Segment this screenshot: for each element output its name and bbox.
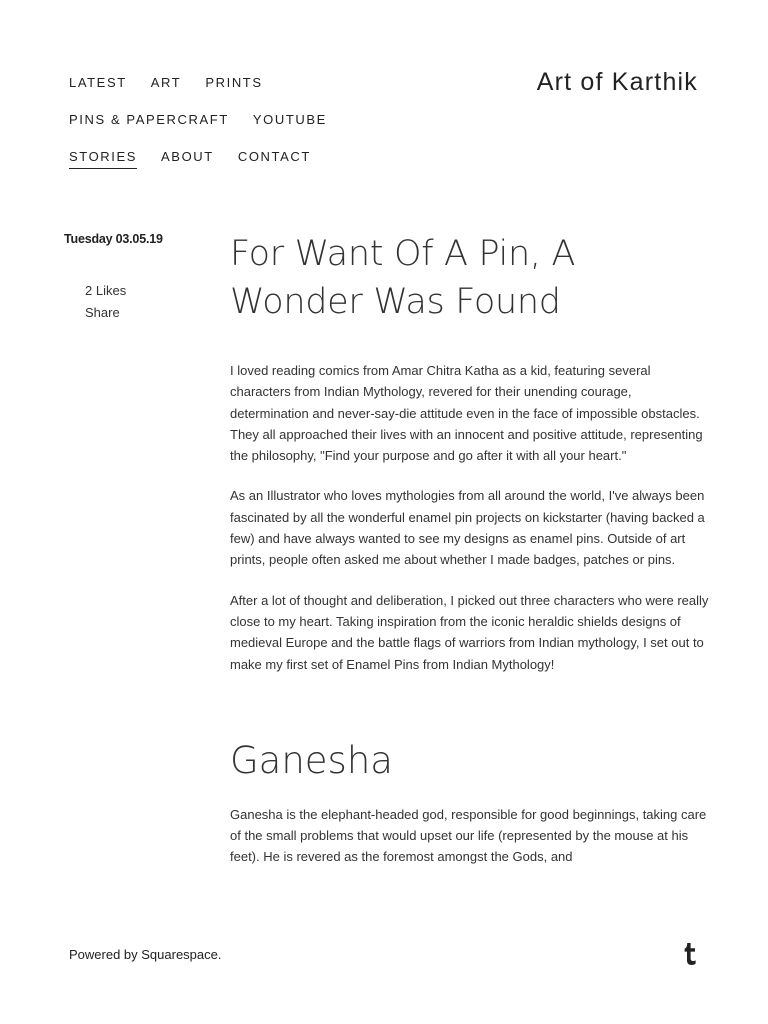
post-actions — [64, 280, 214, 323]
nav-link-youtube[interactable]: YOUTUBE — [252, 112, 327, 127]
post-title: For Want Of A Pin, A Wonder Was Found — [230, 234, 576, 322]
post-date: Tuesday 03.05.19 — [64, 232, 163, 246]
post-meta — [64, 232, 214, 323]
tumblr-icon[interactable] — [682, 943, 698, 965]
article-paragraph: After a lot of thought and deliberation, I picked out three characters who were really close to my heart. Taking inspiration from the iconic heraldic shields designs of medieval Europe and the battle flags of warriors from Indian mythology, I set out to make my first set of Enamel Pins from Indian Mythology! — [230, 592, 709, 672]
article — [230, 230, 710, 868]
section-heading: Ganesha — [230, 738, 393, 782]
nav-link-art[interactable]: ART — [150, 75, 182, 90]
nav-link-stories[interactable]: STORIES — [69, 146, 137, 169]
nav-link-pins-papercraft[interactable]: PINS & PAPERCRAFT — [69, 112, 229, 127]
nav-row — [69, 72, 449, 109]
site-title[interactable]: Art of Karthik — [536, 68, 698, 96]
powered-by-link[interactable]: Powered by Squarespace. — [69, 947, 222, 962]
nav-link-about[interactable]: ABOUT — [161, 149, 214, 164]
footer — [0, 925, 768, 1024]
likes-link[interactable]: 2 Likes — [85, 283, 127, 298]
main-nav — [69, 72, 449, 183]
article-paragraph: I loved reading comics from Amar Chitra Katha as a kid, featuring several characters from Indian Mythology, revered for their unending courage, determination and never-say-die attitude even in the face of impossible obstacles. They all approached their lives with an innocent and positive attitude, representing the philosophy, "Find your purpose and go after it with all your heart." — [230, 363, 703, 464]
nav-link-contact[interactable]: CONTACT — [237, 149, 311, 164]
nav-row — [69, 146, 449, 183]
share-link[interactable]: Share — [85, 304, 120, 320]
nav-row — [69, 109, 449, 146]
article-paragraph: As an Illustrator who loves mythologies from all around the world, I've always been fascinated by all the wonderful enamel pin projects on kickstarter (having backed a few) and have always wanted to see my designs as enamel pins. Outside of art prints, people often asked me about whether I made badges, patches or pins. — [230, 488, 705, 568]
section-paragraph: Ganesha is the elephant-headed god, responsible for good beginnings, taking care of the small problems that would upset our life (represented by the mouse at his feet). He is revered as the foremost amongst the Gods, and — [230, 806, 707, 865]
nav-link-prints[interactable]: PRINTS — [205, 75, 263, 90]
nav-link-latest[interactable]: LATEST — [69, 75, 127, 90]
